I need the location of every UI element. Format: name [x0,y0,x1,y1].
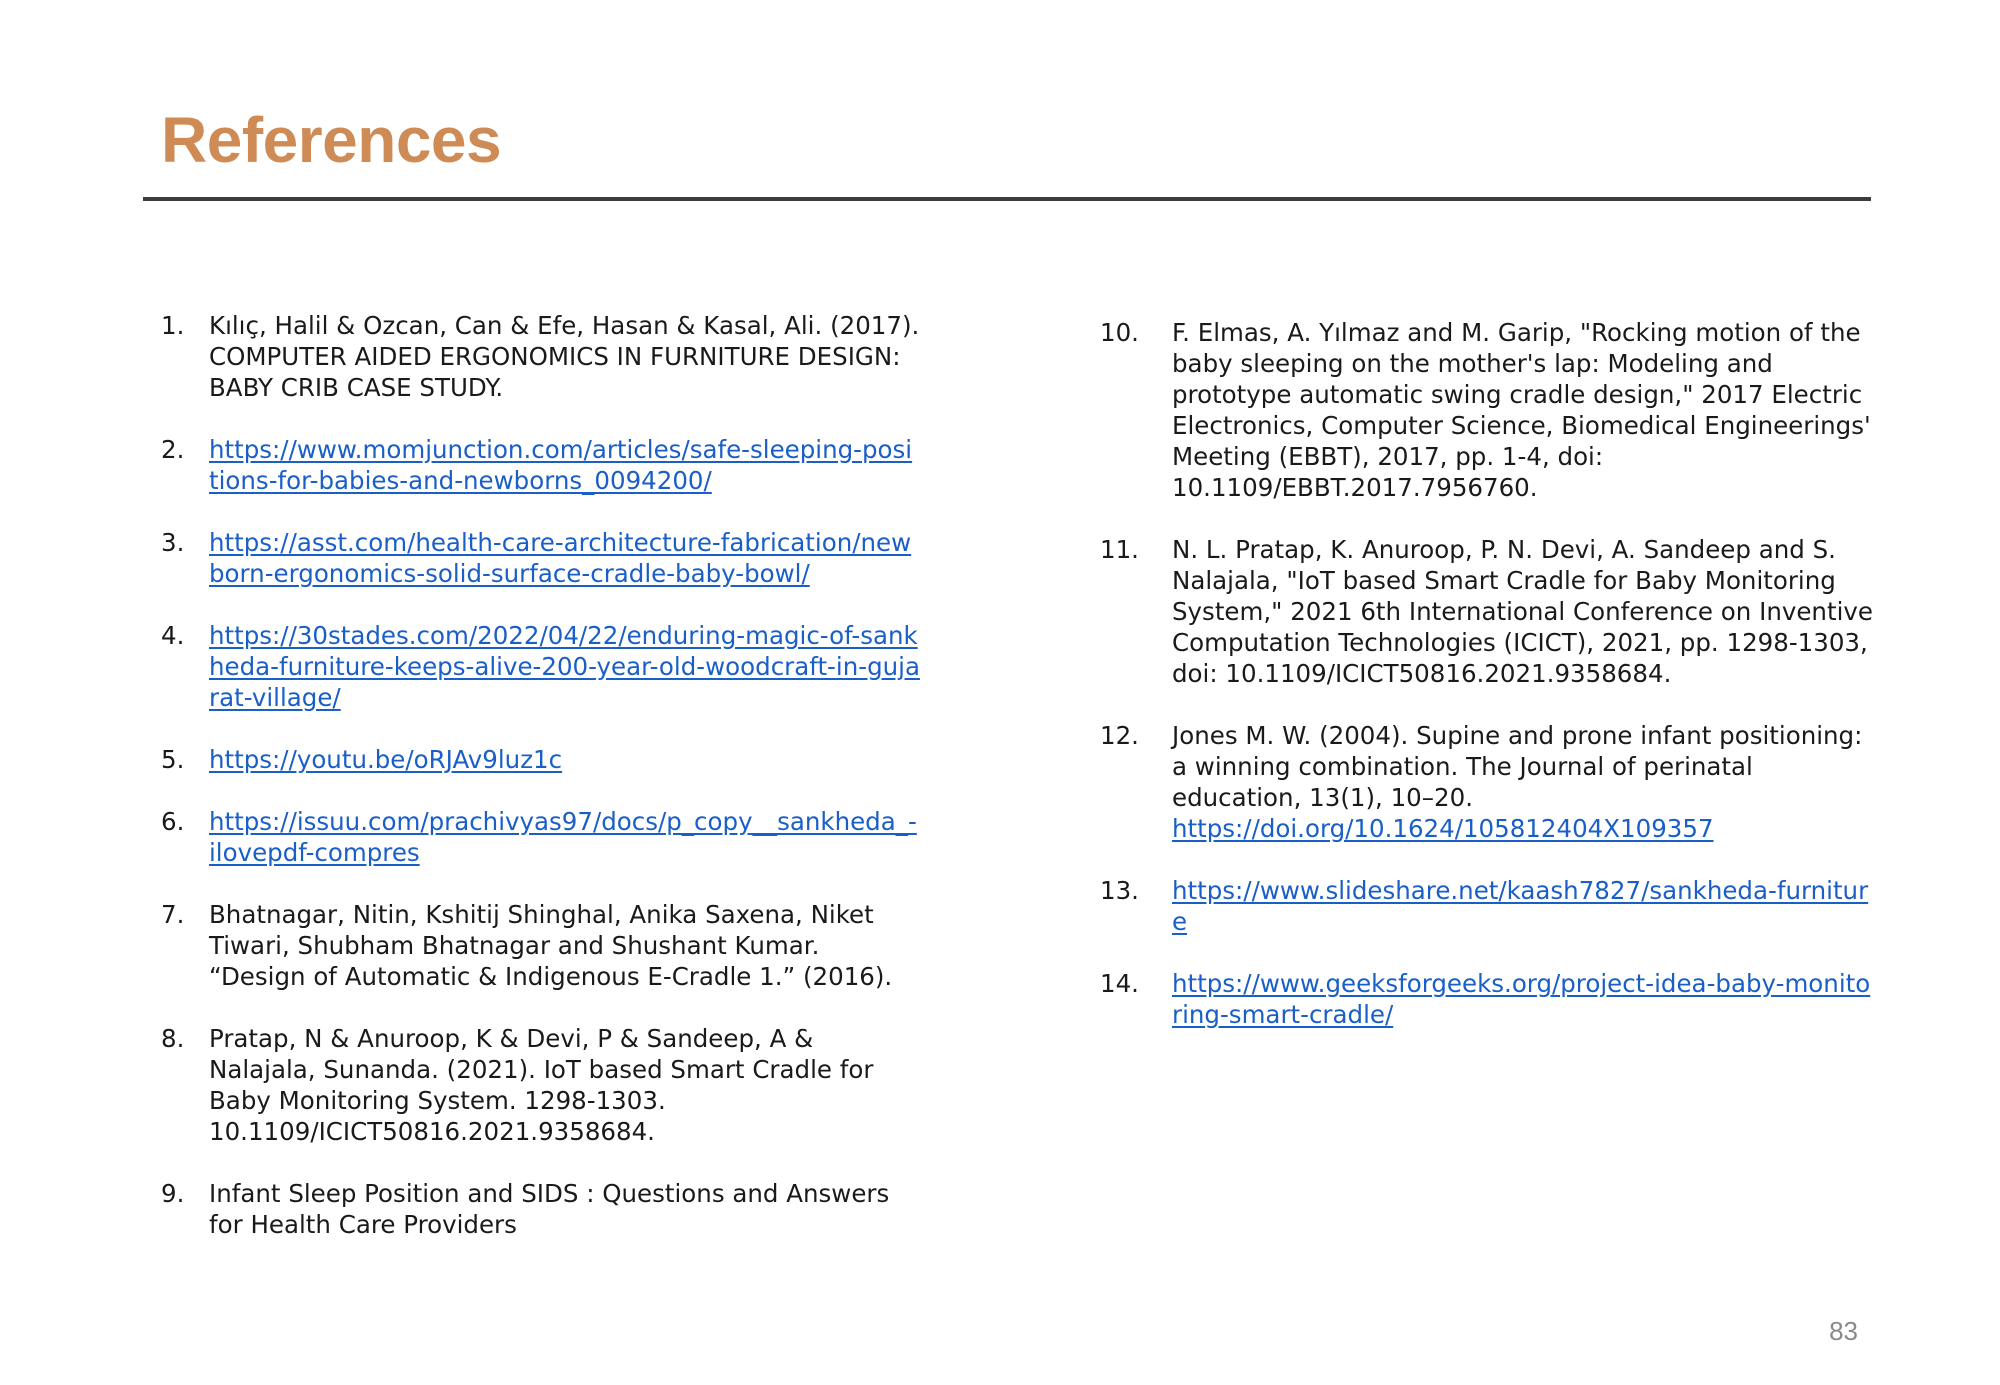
reference-number: 7. [161,900,185,929]
reference-number: 4. [161,621,185,650]
reference-item [161,434,921,496]
reference-link[interactable]: https://www.slideshare.net/kaash7827/sankheda-furniture [1172,876,1869,936]
reference-item [1100,720,1880,844]
reference-text: Bhatnagar, Nitin, Kshitij Shinghal, Anika Saxena, Niket Tiwari, Shubham Bhatnagar and Shushant Kumar. “Design of Automatic & Indigenous E-Cradle 1.” (2016). [209,900,893,991]
reference-link[interactable]: https://asst.com/health-care-architecture-fabrication/newborn-ergonomics-solid-surface-cradle-baby-bowl/ [209,528,912,588]
reference-number: 3. [161,528,185,557]
reference-number: 12. [1100,721,1139,750]
reference-number: 9. [161,1179,185,1208]
reference-item [1100,317,1880,503]
reference-item [161,1023,921,1147]
title-divider [143,197,1871,201]
reference-number: 13. [1100,876,1139,905]
reference-number: 1. [161,311,185,340]
reference-number: 10. [1100,318,1139,347]
reference-number: 6. [161,807,185,836]
reference-text: F. Elmas, A. Yılmaz and M. Garip, "Rocking motion of the baby sleeping on the mother's lap: Modeling and prototype automatic swing cradle design," 2017 Electric Electronics, Computer Science, Biomedical Engineerings' Meeting (EBBT), 2017, pp. 1-4, doi: 10.1109/EBBT.2017.7956760. [1172,318,1871,502]
reference-text: Jones M. W. (2004). Supine and prone infant positioning: a winning combination. The Journal of perinatal education, 13(1), 10–20. [1172,721,1863,812]
page-number: 83 [1829,1316,1858,1346]
reference-item [161,310,921,403]
references-right-column [1100,317,1880,1061]
reference-item [161,1178,921,1240]
reference-number: 14. [1100,969,1139,998]
reference-item [161,899,921,992]
reference-link[interactable]: https://doi.org/10.1624/105812404X109357 [1172,814,1714,843]
page-title: References [161,104,502,176]
reference-number: 11. [1100,535,1139,564]
reference-link[interactable]: https://www.geeksforgeeks.org/project-idea-baby-monitoring-smart-cradle/ [1172,969,1871,1029]
reference-number: 5. [161,745,185,774]
references-left-column [161,310,921,1271]
reference-link[interactable]: https://youtu.be/oRJAv9luz1c [209,745,563,774]
reference-text: N. L. Pratap, K. Anuroop, P. N. Devi, A. Sandeep and S. Nalajala, "IoT based Smart Cradle for Baby Monitoring System," 2021 6th International Conference on Inventive Computation Technologies (ICICT), 2021, pp. 1298-1303, doi: 10.1109/ICICT50816.2021.9358684. [1172,535,1873,688]
reference-item [161,806,921,868]
reference-item [161,527,921,589]
reference-text: Infant Sleep Position and SIDS : Questions and Answers for Health Care Providers [209,1179,890,1239]
reference-item [1100,534,1880,689]
reference-item [161,620,921,713]
reference-item [161,744,921,775]
reference-link[interactable]: https://issuu.com/prachivyas97/docs/p_copy__sankheda_-ilovepdf-compres [209,807,917,867]
reference-number: 2. [161,435,185,464]
reference-item [1100,968,1880,1030]
reference-link[interactable]: https://www.momjunction.com/articles/safe-sleeping-positions-for-babies-and-newborns_0094200/ [209,435,913,495]
reference-text: Kılıç, Halil & Ozcan, Can & Efe, Hasan & Kasal, Ali. (2017). COMPUTER AIDED ERGONOMICS IN FURNITURE DESIGN: BABY CRIB CASE STUDY. [209,311,920,402]
reference-item [1100,875,1880,937]
reference-text: Pratap, N & Anuroop, K & Devi, P & Sandeep, A & Nalajala, Sunanda. (2021). IoT based Smart Cradle for Baby Monitoring System. 1298-1303. 10.1109/ICICT50816.2021.9358684. [209,1024,874,1146]
reference-number: 8. [161,1024,185,1053]
reference-link[interactable]: https://30stades.com/2022/04/22/enduring-magic-of-sankheda-furniture-keeps-alive-200-year-old-woodcraft-in-gujarat-village/ [209,621,920,712]
